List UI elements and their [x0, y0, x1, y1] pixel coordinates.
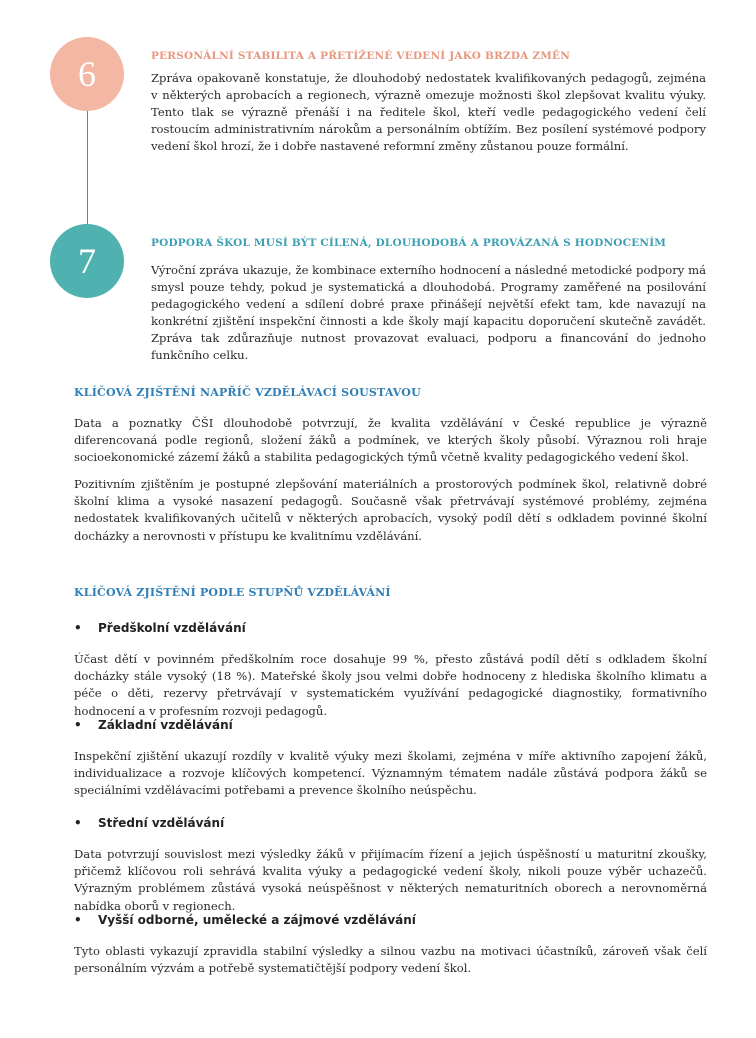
bullet-symbol: •	[74, 913, 82, 927]
section-heading-key-findings: KLÍČOVÁ ZJIŠTĚNÍ NAPŘÍČ VZDĚLÁVACÍ SOUSTAVOU	[74, 386, 421, 399]
item-6-number-circle	[50, 37, 124, 111]
bullet-preschool	[74, 621, 694, 635]
item-7-heading: PODPORA ŠKOL MUSÍ BÝT CÍLENÁ, DLOUHODOBÁ A PROVÁZANÁ S HODNOCENÍM	[151, 237, 667, 249]
bullet-title: Základní vzdělávání	[98, 718, 233, 732]
bullet-secondary	[74, 816, 694, 830]
primary-text: Inspekční zjištění ukazují rozdíly v kvalitě výuky mezi školami, zejména v míře aktivního zapojení žáků, individualizace a rozvoje klíčových kompetencí. Významným tématem nadále zůstává podpora žáků se speciálními vzdělávacími potřebami a prevence školního neúspěchu.	[74, 749, 707, 798]
preschool-text: Účast dětí v povinném předškolním roce dosahuje 99 %, přesto zůstává podíl dětí s odkladem školní docházky stále vysoký (18 %). Mateřské školy jsou velmi dobře hodnoceny z hlediska školního klimatu a péče o děti, rezervy přetrvávají v systematickém využívání pedagogické diagnostiky, formativního hodnocení a v profesním rozvoji pedagogů.	[74, 652, 707, 718]
item-6-heading: PERSONÁLNÍ STABILITA A PŘETÍŽENÉ VEDENÍ JAKO BRZDA ZMĚN	[151, 50, 571, 62]
item-7-text: Výroční zpráva ukazuje, že kombinace externího hodnocení a následné metodické podpory má smysl pouze tehdy, pokud je systematická a dlouhodobá. Programy zaměřené na posilování pedagogického vedení a sdílení dobré praxe přinášejí největší efekt tam, kde navazují na konkrétní zjištění inspekční činnosti a kde školy mají kapacitu doporučení skutečně zavádět. Zpráva tak zdůrazňuje nutnost provazovat evaluaci, podporu a financování do jednoho funkčního celku.	[151, 263, 706, 362]
bullet-title: Střední vzdělávání	[98, 816, 225, 830]
item-6-text: Zpráva opakovaně konstatuje, že dlouhodobý nedostatek kvalifikovaných pedagogů, zejména v některých aprobacích a regionech, výrazně omezuje možnosti škol zlepšovat kvalitu výuky. Tento tlak se výrazně přenáší i na ředitele škol, kteří vedle pedagogického vedení čelí rostoucím administrativním nárokům a personálním obtížím. Bez posílení systémové podpory vedení škol hrozí, že i dobře nastavené reformní změny zůstanou pouze formální.	[151, 71, 706, 153]
section1-paragraph-1: Data a poznatky ČŠI dlouhodobě potvrzují, že kvalita vzdělávání v České republice je výrazně diferencovaná podle regionů, složení žáků a podmínek, ve kterých školy působí. Výraznou roli hraje socioekonomické zázemí žáků a stabilita pedagogických týmů včetně kvality pedagogického vedení škol.	[74, 416, 707, 465]
connector-line	[87, 110, 88, 226]
bullet-symbol: •	[74, 816, 82, 830]
bullet-tertiary	[74, 913, 694, 927]
bullet-title: Předškolní vzdělávání	[98, 621, 246, 635]
section1-paragraph-2: Pozitivním zjištěním je postupné zlepšování materiálních a prostorových podmínek škol, relativně dobré školní klima a vysoké nasazení pedagogů. Současně však přetrvávají systémové problémy, zejména nedostatek kvalifikovaných učitelů v některých aprobacích, vysoký podíl dětí s odkladem povinné školní docházky a nerovnosti v přístupu ke kvalitnímu vzdělávání.	[74, 477, 707, 543]
secondary-text: Data potvrzují souvislost mezi výsledky žáků v přijímacím řízení a jejich úspěšností u maturitní zkoušky, přičemž klíčovou roli sehrává kvalita výuky a pedagogické vedení školy, nikoli pouze výběr uchazečů. Výrazným problémem zůstává vysoká neúspěšnost v některých nematuritních oborech a nerovnoměrná nabídka oborů v regionech.	[74, 847, 707, 913]
section-heading-by-levels: KLÍČOVÁ ZJIŠTĚNÍ PODLE STUPŇŮ VZDĚLÁVÁNÍ	[74, 586, 391, 599]
bullet-title: Vyšší odborné, umělecké a zájmové vzdělávání	[98, 913, 416, 927]
item-6-number: 6	[78, 54, 96, 94]
tertiary-text: Tyto oblasti vykazují zpravidla stabilní výsledky a silnou vazbu na motivaci účastníků, zároveň však čelí personálním výzvám a potřebě systematičtější podpory vedení škol.	[74, 944, 707, 976]
item-7-number-circle	[50, 224, 124, 298]
bullet-primary	[74, 718, 694, 732]
bullet-symbol: •	[74, 621, 82, 635]
item-7-number: 7	[78, 241, 96, 281]
bullet-symbol: •	[74, 718, 82, 732]
